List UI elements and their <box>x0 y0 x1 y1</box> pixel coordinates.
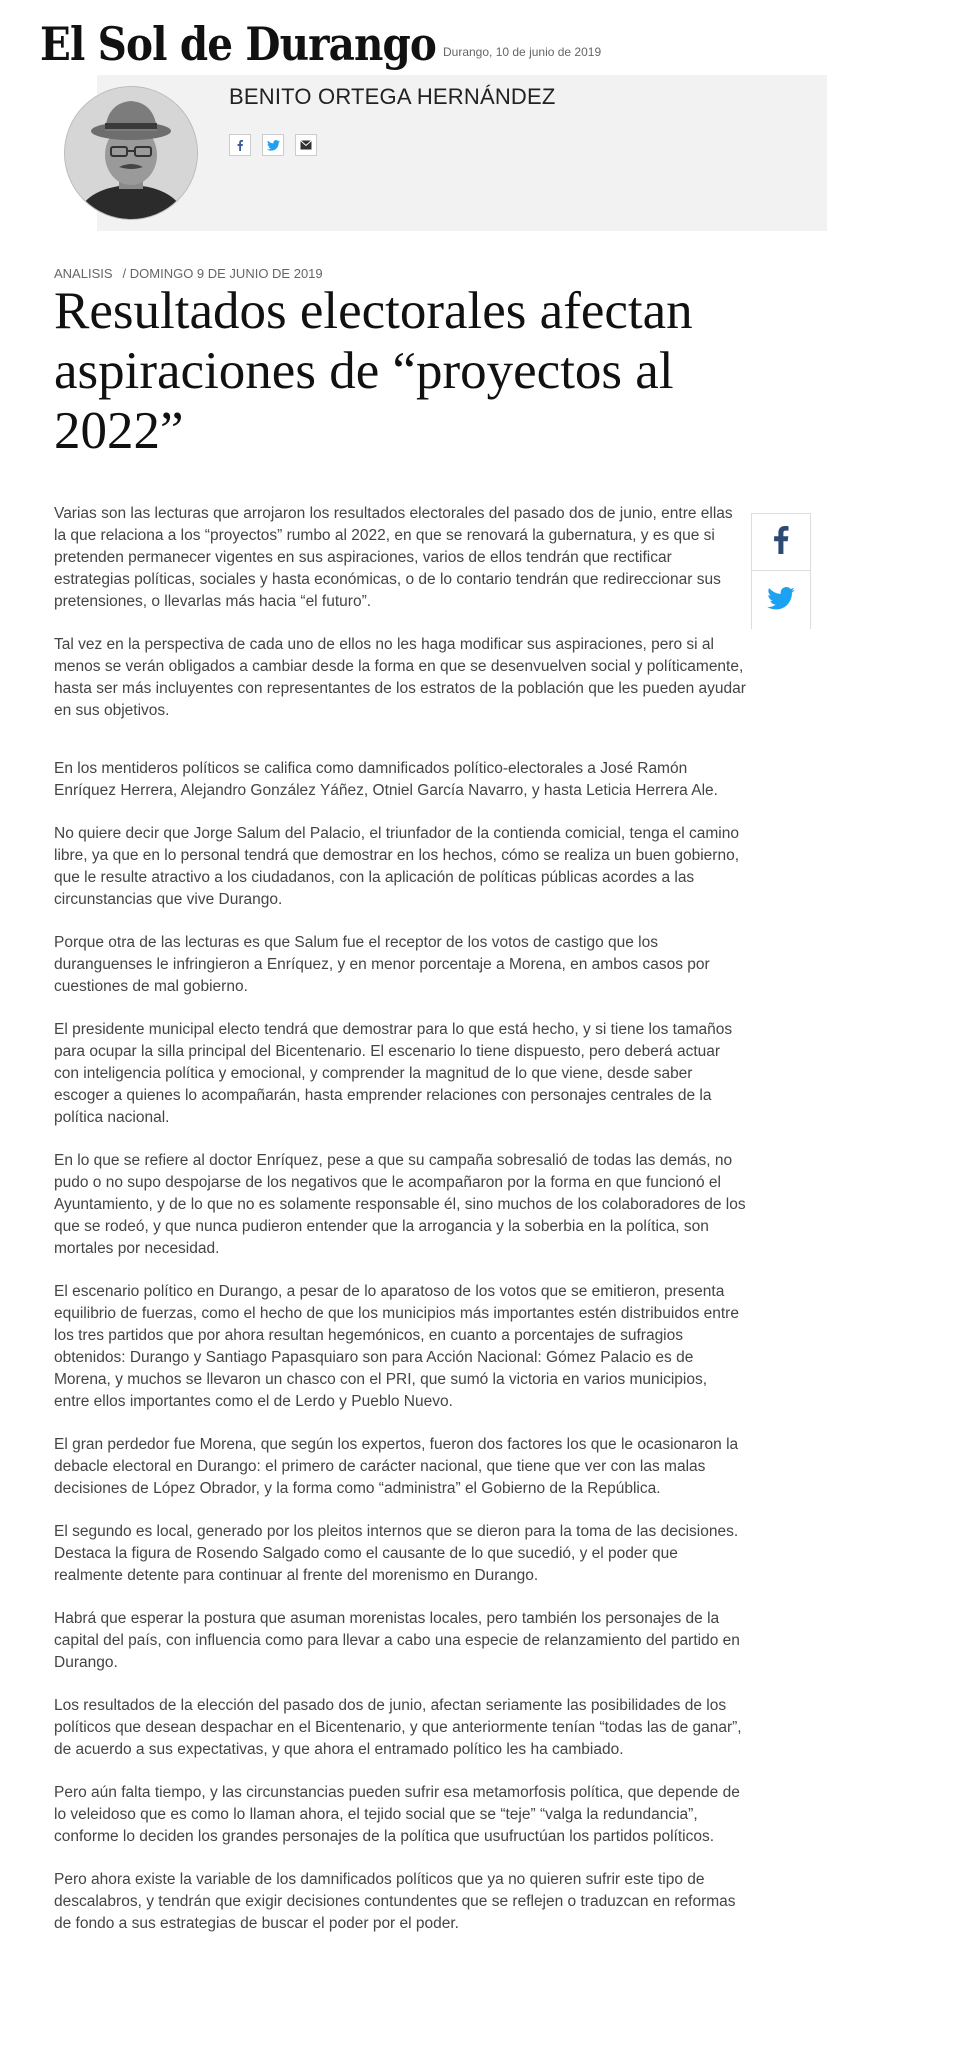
logo-text: El Sol de Durango <box>40 17 437 71</box>
publish-date: / DOMINGO 9 DE JUNIO DE 2019 <box>122 266 323 281</box>
article-paragraph: Los resultados de la elección del pasado dos de junio, afectan seriamente las posibilidades de los políticos que desean despachar en el Bicentenario, y que anteriormente tenían “todas las de ganar”, de acuerdo a sus expectativas, y que ahora el entramado político les ha cambiado. <box>54 1697 742 1758</box>
article-paragraph: Porque otra de las lecturas es que Salum fue el receptor de los votos de castigo que los duranguenses le infringieron a Enríquez, y en menor porcentaje a Morena, en ambos casos por cuestiones de mal gobierno. <box>54 934 710 995</box>
email-icon[interactable] <box>295 134 317 156</box>
article-paragraph: Pero ahora existe la variable de los damnificados políticos que ya no quieren sufrir este tipo de descalabros, y tendrán que exigir decisiones contundentes que se reflejen o traduzcan en reformas de fondo a sus estrategias de buscar el poder por el poder. <box>54 1871 736 1932</box>
article-paragraph: No quiere decir que Jorge Salum del Palacio, el triunfador de la contienda comicial, tenga el camino libre, ya que en lo personal tendrá que demostrar en los hechos, cómo se realiza un buen gobierno, que le resulte atractivo a los ciudadanos, con la aplicación de políticas públicas acordes a las circunstancias que vive Durango. <box>54 825 740 908</box>
facebook-share-button[interactable] <box>751 513 811 571</box>
article-meta <box>54 266 323 281</box>
article-paragraph: Habrá que esperar la postura que asuman morenistas locales, pero también los personajes de la capital del país, con influencia como para llevar a cabo una especie de relanzamiento del partido en Durango. <box>54 1610 740 1671</box>
facebook-icon[interactable] <box>229 134 251 156</box>
article-paragraph: El presidente municipal electo tendrá que demostrar para lo que está hecho, y si tiene los tamaños para ocupar la silla principal del Bicentenario. El escenario lo tiene dispuesto, pero deberá actuar con inteligencia política y emocional, y comprender la magnitud de lo que viene, desde saber escoger a quienes lo acompañarán, hasta emprender relaciones con personajes centrales de la política nacional. <box>54 1021 733 1126</box>
article-paragraph: Tal vez en la perspectiva de cada uno de ellos no les haga modificar sus aspiraciones, pero si al menos se verán obligados a cambiar desde la forma en que se desenvuelven social y políticamente, hasta ser más incluyentes con representantes de los estratos de la población que les pueden ayudar en sus objetivos. <box>54 636 746 719</box>
article-paragraph: En lo que se refiere al doctor Enríquez, pese a que su campaña sobresalió de todas las demás, no pudo o no supo despojarse de los negativos que le acompañaron por la forma en que funcionó el Ayuntamiento, y de lo que no es solamente responsable él, sino muchos de los colaboradores de los que se rodeó, y que nunca pudieron entender que la arrogancia y la soberbia en la política, son mortales por necesidad. <box>54 1152 746 1257</box>
facebook-share-icon <box>773 526 789 558</box>
author-name[interactable]: BENITO ORTEGA HERNÁNDEZ <box>229 84 556 109</box>
twitter-share-icon <box>767 587 795 614</box>
category-link[interactable]: ANALISIS <box>54 266 113 281</box>
article-paragraph: El segundo es local, generado por los pleitos internos que se dieron para la toma de las decisiones. Destaca la figura de Rosendo Salgado como el causante de lo que sucedió, y el poder que realmente detente para continuar al frente del morenismo en Durango. <box>54 1523 739 1584</box>
masthead-logo[interactable] <box>40 14 437 74</box>
article-paragraph: El escenario político en Durango, a pesar de lo aparatoso de los votos que se emitieron, presenta equilibrio de fuerzas, como el hecho de que los municipios más importantes estén distribuidos entre los tres partidos que por ahora resultan hegemónicos, en cuanto a porcentajes de sufragios obtenidos: Durango y Santiago Papasquiaro son para Acción Nacional: Gómez Palacio es de Morena, y muchos se llevaron un chasco con el PRI, que sumó la victoria en varios municipios, entre ellos importantes como el de Lerdo y Pueblo Nuevo. <box>54 1283 739 1410</box>
article-paragraph: Varias son las lecturas que arrojaron los resultados electorales del pasado dos de junio, entre ellas la que relaciona a los “proyectos” rumbo al 2022, en que se renovará la gubernatura, y es que si pretenden permanecer vigentes en sus aspiraciones, varios de ellos tendrán que rectificar estrategias políticas, sociales y hasta económicas, o de lo contario tendrán que redireccionar sus pretensiones, o llevarlas más hacia “el futuro”. <box>54 505 733 610</box>
article-body <box>54 503 746 1956</box>
article-headline: Resultados electorales afectan aspiraciones de “proyectos al 2022” <box>54 282 693 460</box>
twitter-share-button[interactable] <box>751 571 811 629</box>
article-paragraph: El gran perdedor fue Morena, que según los expertos, fueron dos factores los que le ocasionaron la debacle electoral en Durango: el primero de carácter nacional, que tiene que ver con las malas decisiones de López Obrador, y la forma como “administra” el Gobierno de la República. <box>54 1436 739 1497</box>
twitter-icon[interactable] <box>262 134 284 156</box>
dateline: Durango, 10 de junio de 2019 <box>443 45 602 59</box>
share-rail <box>751 513 811 629</box>
article-paragraph: Pero aún falta tiempo, y las circunstancias pueden sufrir esa metamorfosis política, que depende de lo veleidoso que es como lo llaman ahora, el tejido social que se “teje” “valga la redundancia”, conforme lo deciden los grandes personajes de la política que usufructúan los partidos políticos. <box>54 1784 740 1845</box>
author-avatar <box>64 86 198 220</box>
article-paragraph: En los mentideros políticos se califica como damnificados político-electorales a José Ramón Enríquez Herrera, Alejandro González Yáñez, Otniel García Navarro, y hasta Leticia Herrera Ale. <box>54 760 718 799</box>
